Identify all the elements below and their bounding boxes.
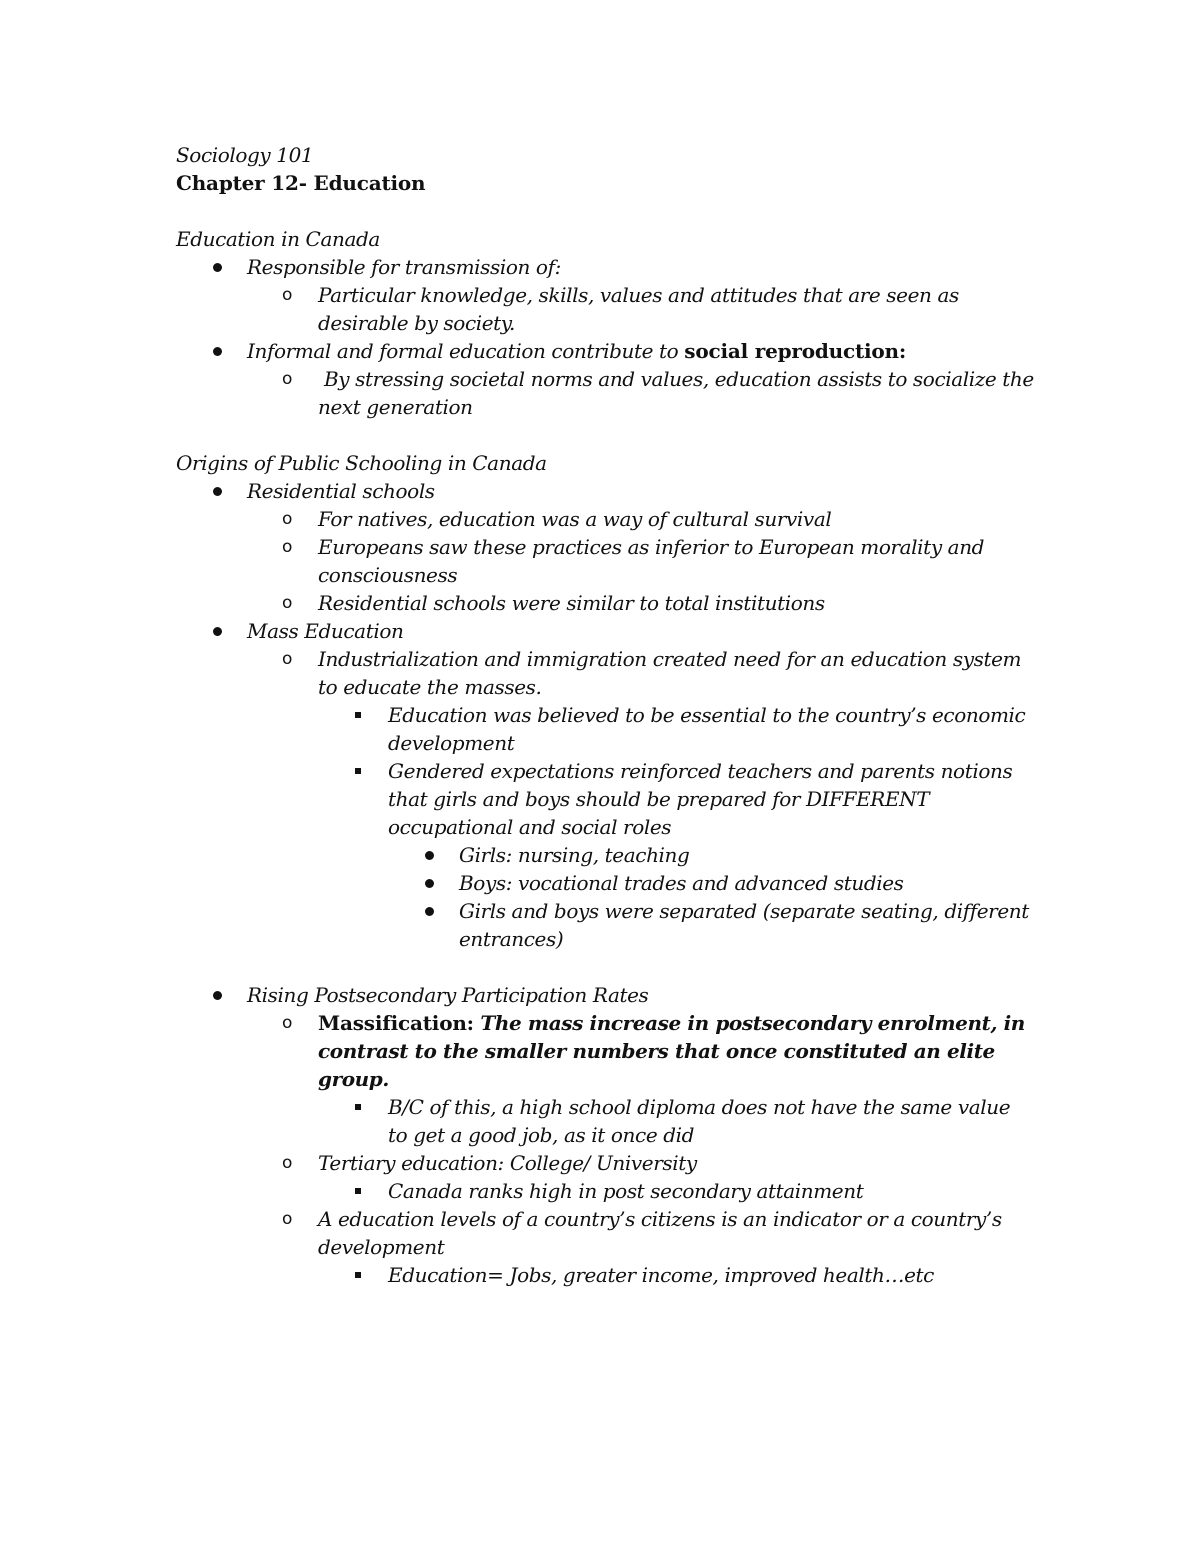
list-item-text: development: [388, 731, 515, 755]
list-item-text: that girls and boys should be prepared for DIFFERENT: [388, 787, 930, 811]
list-item-text: Europeans saw these practices as inferior to European morality and: [318, 535, 985, 559]
list-item-text: group.: [318, 1067, 389, 1091]
square-bullet-icon: [355, 1093, 361, 1121]
list-item: [388, 1093, 1046, 1149]
list-item: [459, 841, 1046, 869]
list-item: [282, 281, 1046, 337]
list-item: [247, 337, 1046, 365]
square-bullet-icon: [355, 701, 361, 729]
circle-bullet-icon: o: [282, 649, 293, 669]
bullet-icon: [213, 253, 222, 281]
list-item-text: Rising Postsecondary Participation Rates: [247, 983, 649, 1007]
bullet-icon: [213, 617, 222, 645]
list-item-text: Particular knowledge, skills, values and attitudes that are seen as: [318, 283, 959, 307]
list-item-text: Tertiary education: College/ University: [318, 1151, 697, 1175]
list-item-text: Girls: nursing, teaching: [459, 843, 690, 867]
list-item: [282, 533, 1046, 589]
bullet-icon: [213, 337, 222, 365]
list-item: [247, 981, 1046, 1009]
circle-bullet-icon: o: [282, 509, 293, 529]
list-item-text: Canada ranks high in post secondary attainment: [388, 1179, 864, 1203]
list-item: [388, 757, 1046, 841]
list-item-text: Residential schools were similar to total institutions: [318, 591, 825, 615]
spacer: [176, 953, 1046, 981]
chapter-title: Chapter 12- Education: [176, 171, 426, 195]
section-heading-canada: Education in Canada: [176, 227, 380, 251]
course-title: Sociology 101: [176, 143, 314, 167]
list-item-text: Education= Jobs, greater income, improved health…etc: [388, 1263, 934, 1287]
bullet-icon: [425, 841, 434, 869]
list-item-text: development: [318, 1235, 445, 1259]
list-item: [282, 645, 1046, 701]
list-item: [282, 1205, 1046, 1261]
spacer: [176, 421, 1046, 449]
bullet-icon: [425, 897, 434, 925]
list-item-text: contrast to the smaller numbers that once constituted an elite: [318, 1039, 995, 1063]
list-item-text: Responsible for transmission of:: [247, 255, 561, 279]
list-item-text: consciousness: [318, 563, 458, 587]
spacer: [176, 197, 1046, 225]
list-item-text: next generation: [318, 395, 473, 419]
circle-bullet-icon: o: [282, 1209, 293, 1229]
list-item: [282, 365, 1046, 421]
list-item-text: Residential schools: [247, 479, 435, 503]
circle-bullet-icon: o: [282, 1013, 293, 1033]
bullet-icon: [425, 869, 434, 897]
list-item-text: For natives, education was a way of cultural survival: [318, 507, 832, 531]
list-item: [282, 589, 1046, 617]
circle-bullet-icon: o: [282, 537, 293, 557]
section-heading-origins: Origins of Public Schooling in Canada: [176, 451, 547, 475]
list-item-text: to get a good job, as it once did: [388, 1123, 695, 1147]
square-bullet-icon: [355, 757, 361, 785]
list-item-text: occupational and social roles: [388, 815, 672, 839]
list-item: [247, 617, 1046, 645]
list-item: [247, 253, 1046, 281]
list-item-text: B/C of this, a high school diploma does not have the same value: [388, 1095, 1011, 1119]
bullet-icon: [213, 981, 222, 1009]
list-item: [282, 505, 1046, 533]
list-item-text: desirable by society.: [318, 311, 516, 335]
bullet-icon: [213, 477, 222, 505]
list-item-text: Girls and boys were separated (separate seating, different: [459, 899, 1029, 923]
list-item-text: Education was believed to be essential to the country’s economic: [388, 703, 1026, 727]
list-item-text: A education levels of a country’s citizens is an indicator or a country’s: [318, 1207, 1002, 1231]
term-social-reproduction: social reproduction:: [684, 339, 907, 363]
list-item: [388, 1261, 1046, 1289]
list-item-text: Informal and formal education contribute to: [247, 339, 685, 363]
list-item: [388, 1177, 1046, 1205]
list-item: [459, 869, 1046, 897]
list-item-text: Mass Education: [247, 619, 404, 643]
square-bullet-icon: [355, 1177, 361, 1205]
list-item: [247, 477, 1046, 505]
document-page: [176, 141, 1046, 1289]
list-item-text: By stressing societal norms and values, education assists to socialize the: [318, 367, 1034, 391]
circle-bullet-icon: o: [282, 593, 293, 613]
square-bullet-icon: [355, 1261, 361, 1289]
list-item-text: Industrialization and immigration created need for an education system: [318, 647, 1022, 671]
list-item: [459, 897, 1046, 953]
circle-bullet-icon: o: [282, 285, 293, 305]
term-massification: Massification:: [318, 1011, 474, 1035]
list-item: [282, 1009, 1046, 1093]
list-item-text: entrances): [459, 927, 564, 951]
circle-bullet-icon: o: [282, 369, 293, 389]
list-item-text: Boys: vocational trades and advanced studies: [459, 871, 904, 895]
circle-bullet-icon: o: [282, 1153, 293, 1173]
list-item-text: to educate the masses.: [318, 675, 542, 699]
list-item: [388, 701, 1046, 757]
list-item-text: Gendered expectations reinforced teachers and parents notions: [388, 759, 1013, 783]
list-item: [282, 1149, 1046, 1177]
list-item-text: The mass increase in postsecondary enrolment, in: [473, 1011, 1025, 1035]
